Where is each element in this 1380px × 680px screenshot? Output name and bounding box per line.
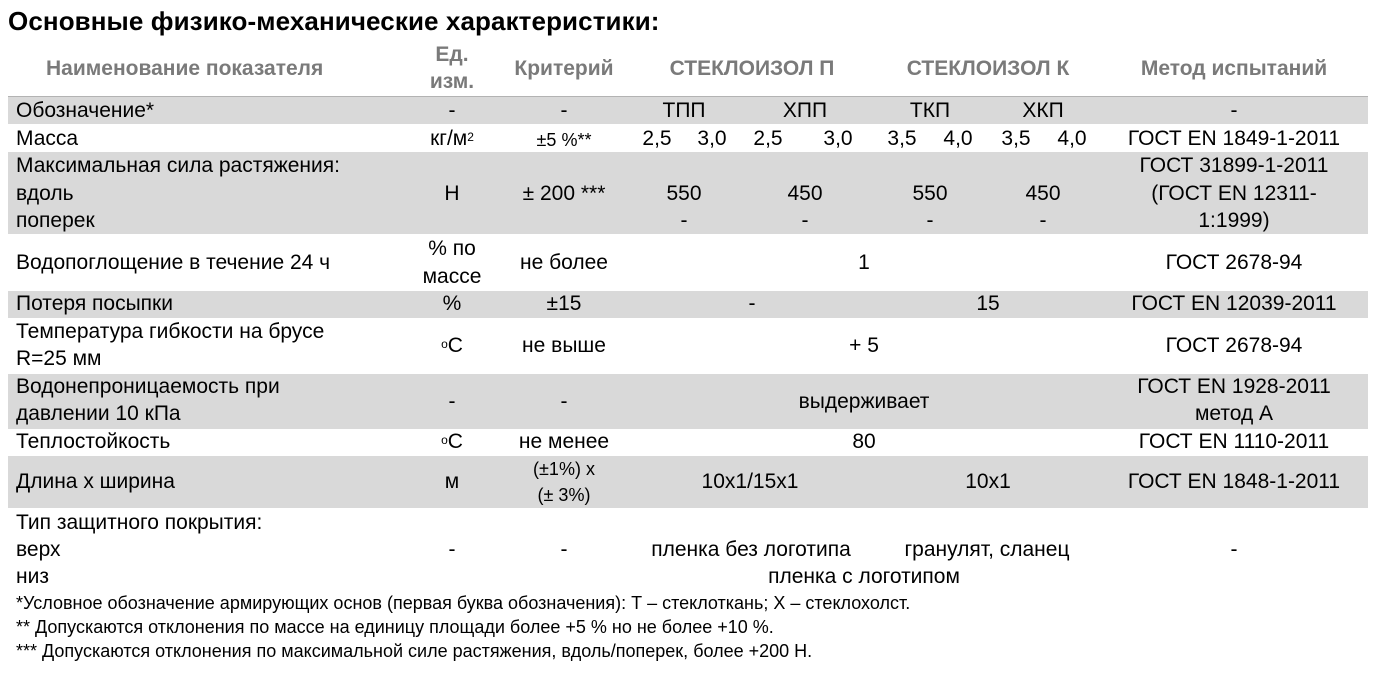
row-designation-hkp: ХКП [1022,99,1064,122]
row-designation-tkp: ТКП [909,99,951,122]
row-designation-unit: - [448,99,456,122]
row-tensile-across-tkp: - [926,209,934,232]
row-tensile-along-tpp: 550 [666,182,702,205]
row-granule-loss-unit: % [442,292,462,315]
row-coating-top-k: гранулят, сланец [904,538,1070,561]
row-tensile-unit: Н [444,182,460,205]
row-designation-name: Обозначение* [16,99,155,122]
row-watertightness-name-line1: Водонепроницаемость при [16,375,280,398]
header-unit-line2: изм. [429,70,475,93]
row-dimensions-criterion-line1: (±1%) х [533,459,595,479]
row-flexibility-criterion: не выше [522,334,606,357]
row-tensile-name-line2: вдоль [16,182,74,205]
row-designation-tpp: ТПП [662,99,706,122]
row-flexibility-method: ГОСТ 2678-94 [1165,334,1303,357]
row-dimensions-unit: м [444,470,460,493]
row-mass-v3: 2,5 [753,127,783,150]
row-water-absorption-unit-line2: массе [422,265,482,288]
row-coating-method: - [1230,538,1238,561]
row-coating-name-line3: низ [16,565,49,588]
row-designation-method: - [1230,99,1238,122]
row-tensile-across-tpp: - [680,209,688,232]
row-heat-resistance-value: 80 [852,430,876,453]
row-tensile-across-hkp: - [1039,209,1047,232]
row-mass-method: ГОСТ EN 1849-1-2011 [1127,127,1341,150]
row-flexibility-name-line1: Температура гибкости на брусе [16,320,325,343]
row-coating-bottom: пленка с логотипом [768,565,960,588]
page-title: Основные физико-механические характеристики: [8,6,660,36]
header-name: Наименование показателя [46,57,324,80]
row-tensile-name-line3: поперек [16,209,95,232]
row-dimensions-method: ГОСТ EN 1848-1-2011 [1127,470,1341,493]
row-tensile-along-tkp: 550 [912,182,948,205]
row-mass-v8: 4,0 [1057,127,1087,150]
row-heat-resistance-method: ГОСТ EN 1110-2011 [1138,430,1330,453]
row-tensile-criterion: ± 200 *** [522,182,606,205]
row-watertightness-name-line2: давлении 10 кПа [16,402,181,425]
row-mass-v5: 3,5 [887,127,917,150]
row-tensile-along-hpp: 450 [787,182,823,205]
row-heat-resistance-unit: $^o$С [441,430,463,453]
row-tensile-across-hpp: - [801,209,809,232]
row-designation-hpp: ХПП [782,99,828,122]
row-water-absorption-value: 1 [858,251,870,274]
row-water-absorption-method: ГОСТ 2678-94 [1165,251,1303,274]
row-water-absorption-criterion: не более [520,251,608,274]
row-mass-v2: 3,0 [697,127,727,150]
row-granule-loss-method: ГОСТ EN 12039-2011 [1131,292,1337,315]
row-coating-unit: - [448,538,456,561]
row-flexibility-value: + 5 [849,334,879,357]
row-granule-loss-value-p: - [748,292,756,315]
row-water-absorption-name: Водопоглощение в течение 24 ч [16,251,331,274]
row-mass-v6: 4,0 [943,127,973,150]
row-coating-name-line2: верх [16,538,61,561]
row-granule-loss-value-k: 15 [976,292,1000,315]
row-dimensions-value-p: 10х1/15х1 [701,470,799,493]
row-tensile-method-line3: 1:1999) [1198,209,1270,232]
row-heat-resistance-criterion: не менее [518,430,610,453]
row-mass-v1: 2,5 [642,127,672,150]
row-mass-name: Масса [16,127,79,150]
row-dimensions-name: Длина х ширина [16,470,175,493]
header-unit-line1: Ед. [435,43,469,66]
row-watertightness-method-line2: метод А [1194,402,1274,425]
row-designation-criterion: - [560,99,568,122]
row-coating-criterion: - [560,538,568,561]
row-watertightness-unit: - [448,390,456,413]
row-water-absorption-unit-line1: % по [428,237,476,260]
row-mass-v4: 3,0 [823,127,853,150]
row-mass-v7: 3,5 [1001,127,1031,150]
row-granule-loss-name: Потеря посыпки [16,292,173,315]
row-heat-resistance-name: Теплостойкость [16,430,171,453]
row-flexibility-unit: $^o$С [441,334,463,357]
row-watertightness-criterion: - [560,390,568,413]
footnote-1: *Условное обозначение армирующих основ (первая буква обозначения): Т – стеклоткань; Х – стеклохолст. [16,593,911,613]
row-tensile-method-line1: ГОСТ 31899-1-2011 [1139,154,1329,177]
header-product-p: СТЕКЛОИЗОЛ П [669,57,835,80]
footnote-3: *** Допускаются отклонения по максимальной силе растяжения, вдоль/поперек, более +200 Н. [16,641,813,661]
header-product-k: СТЕКЛОИЗОЛ К [906,57,1070,80]
row-tensile-name-line1: Максимальная сила растяжения: [16,154,340,177]
row-watertightness-value: выдерживает [798,390,930,413]
row-coating-name-line1: Тип защитного покрытия: [16,511,263,534]
row-flexibility-name-line2: R=25 мм [16,347,102,370]
row-coating-top-p: пленка без логотипа [651,538,851,561]
row-dimensions-value-k: 10х1 [965,470,1011,493]
header-criterion: Критерий [514,57,614,80]
row-watertightness-method-line1: ГОСТ EN 1928-2011 [1137,375,1331,398]
row-tensile-method-line2: (ГОСТ EN 12311- [1151,182,1317,205]
row-granule-loss-criterion: ±15 [546,292,582,315]
row-mass-criterion: ±5 %** [536,130,592,150]
row-tensile-along-hkp: 450 [1025,182,1061,205]
header-method: Метод испытаний [1140,57,1328,80]
footnote-2: ** Допускаются отклонения по массе на единицу площади более +5 % но не более +10 %. [16,617,774,637]
row-dimensions-criterion-line2: (± 3%) [537,485,591,505]
row-mass-unit: $кг/м^2$ [430,127,474,150]
